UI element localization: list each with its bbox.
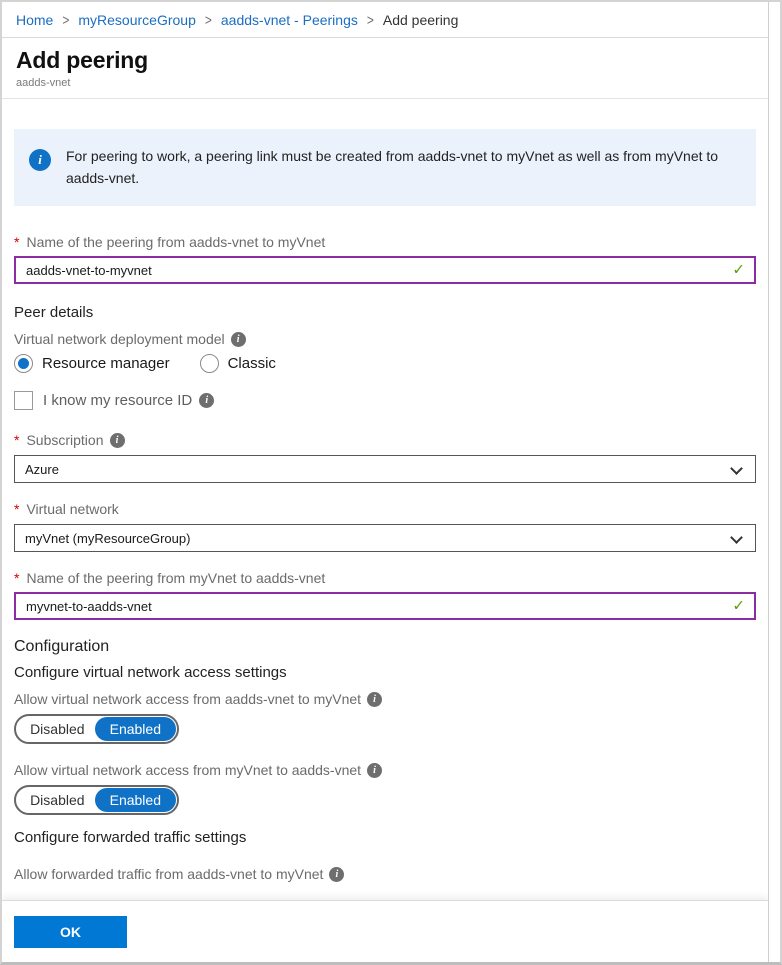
info-icon[interactable]: i bbox=[110, 433, 125, 448]
resource-id-checkbox-row bbox=[14, 391, 756, 410]
radio-resource-manager-label: Resource manager bbox=[42, 355, 170, 373]
blade-content bbox=[2, 129, 768, 882]
radio-unselected-icon bbox=[200, 354, 219, 373]
access-toggle-1-enabled-option[interactable]: Enabled bbox=[95, 717, 176, 741]
required-asterisk: * bbox=[14, 570, 20, 587]
subscription-select[interactable] bbox=[14, 455, 756, 483]
radio-resource-manager[interactable] bbox=[14, 354, 170, 373]
access-toggle-2-label bbox=[14, 762, 756, 778]
peering-name-2-value: myvnet-to-aadds-vnet bbox=[26, 598, 152, 614]
access-toggle-1-label-text: Allow virtual network access from aadds-vnet to myVnet bbox=[14, 691, 362, 708]
ok-button[interactable]: OK bbox=[14, 916, 127, 948]
access-toggle-2-label-text: Allow virtual network access from myVnet to aadds-vnet bbox=[14, 762, 362, 779]
info-icon[interactable]: i bbox=[367, 763, 382, 778]
valid-check-icon: ✓ bbox=[732, 262, 745, 280]
peer-details-heading: Peer details bbox=[14, 304, 94, 322]
radio-classic-label: Classic bbox=[227, 355, 276, 373]
peering-name-2-label-text: Name of the peering from myVnet to aadds-vnet bbox=[26, 570, 326, 587]
required-asterisk: * bbox=[14, 432, 20, 449]
required-asterisk: * bbox=[14, 234, 20, 251]
info-icon[interactable]: i bbox=[367, 692, 382, 707]
blade-footer bbox=[2, 900, 768, 962]
breadcrumb-separator-icon: > bbox=[62, 10, 70, 29]
chevron-down-icon bbox=[730, 463, 743, 476]
required-asterisk: * bbox=[14, 501, 20, 518]
radio-classic[interactable] bbox=[200, 354, 276, 373]
subscription-label-text: Subscription bbox=[26, 432, 104, 449]
configuration-heading: Configuration bbox=[14, 638, 110, 656]
resource-id-checkbox-label-text: I know my resource ID bbox=[43, 392, 193, 410]
virtual-network-label bbox=[14, 501, 756, 517]
access-toggle-1-label bbox=[14, 691, 756, 707]
chevron-down-icon bbox=[730, 532, 743, 545]
virtual-network-select[interactable] bbox=[14, 524, 756, 552]
valid-check-icon: ✓ bbox=[732, 598, 745, 616]
peering-name-2-label bbox=[14, 570, 756, 586]
info-icon[interactable]: i bbox=[329, 867, 344, 882]
info-banner-text: For peering to work, a peering link must be created from aadds-vnet to myVnet as well as from myVnet to aadds-vnet. bbox=[66, 148, 719, 186]
breadcrumb bbox=[2, 2, 768, 38]
peering-name-1-input[interactable] bbox=[14, 256, 756, 284]
blade-inner bbox=[2, 2, 769, 962]
breadcrumb-vnet-peerings[interactable]: aadds-vnet - Peerings bbox=[220, 11, 358, 28]
subscription-value: Azure bbox=[25, 461, 59, 477]
access-settings-heading: Configure virtual network access settings bbox=[14, 664, 287, 682]
blade-header bbox=[2, 38, 768, 99]
breadcrumb-home[interactable]: Home bbox=[16, 11, 54, 28]
deployment-model-label-text: Virtual network deployment model bbox=[14, 331, 225, 348]
breadcrumb-separator-icon: > bbox=[204, 10, 212, 29]
page-subtitle: aadds-vnet bbox=[16, 77, 71, 89]
resource-id-checkbox[interactable] bbox=[14, 391, 33, 410]
subscription-label bbox=[14, 432, 756, 448]
breadcrumb-resource-group[interactable]: myResourceGroup bbox=[78, 11, 196, 28]
virtual-network-label-text: Virtual network bbox=[26, 501, 119, 518]
radio-selected-icon bbox=[14, 354, 33, 373]
deployment-model-radio-group bbox=[14, 354, 756, 373]
forwarded-toggle-1-label-text: Allow forwarded traffic from aadds-vnet to myVnet bbox=[14, 866, 324, 883]
access-toggle-1 bbox=[14, 714, 179, 744]
access-toggle-2-disabled-option[interactable]: Disabled bbox=[30, 792, 85, 809]
virtual-network-value: myVnet (myResourceGroup) bbox=[25, 530, 191, 546]
forwarded-settings-heading: Configure forwarded traffic settings bbox=[14, 829, 247, 847]
peering-name-1-label bbox=[14, 234, 756, 250]
peering-name-1-label-text: Name of the peering from aadds-vnet to myVnet bbox=[26, 234, 326, 251]
info-banner bbox=[14, 129, 756, 206]
access-toggle-2 bbox=[14, 785, 179, 815]
deployment-model-label bbox=[14, 331, 756, 347]
forwarded-toggle-1-label bbox=[14, 866, 756, 882]
info-icon[interactable]: i bbox=[199, 393, 214, 408]
peering-name-2-input[interactable] bbox=[14, 592, 756, 620]
breadcrumb-separator-icon: > bbox=[366, 10, 374, 29]
info-icon[interactable]: i bbox=[231, 332, 246, 347]
access-toggle-2-enabled-option[interactable]: Enabled bbox=[95, 788, 176, 812]
info-banner-icon: i bbox=[29, 149, 51, 171]
access-toggle-1-disabled-option[interactable]: Disabled bbox=[30, 721, 85, 738]
resource-id-checkbox-label bbox=[43, 392, 214, 409]
breadcrumb-current-page: Add peering bbox=[382, 11, 459, 28]
page-title: Add peering bbox=[16, 47, 148, 73]
peering-name-1-value: aadds-vnet-to-myvnet bbox=[26, 262, 152, 278]
